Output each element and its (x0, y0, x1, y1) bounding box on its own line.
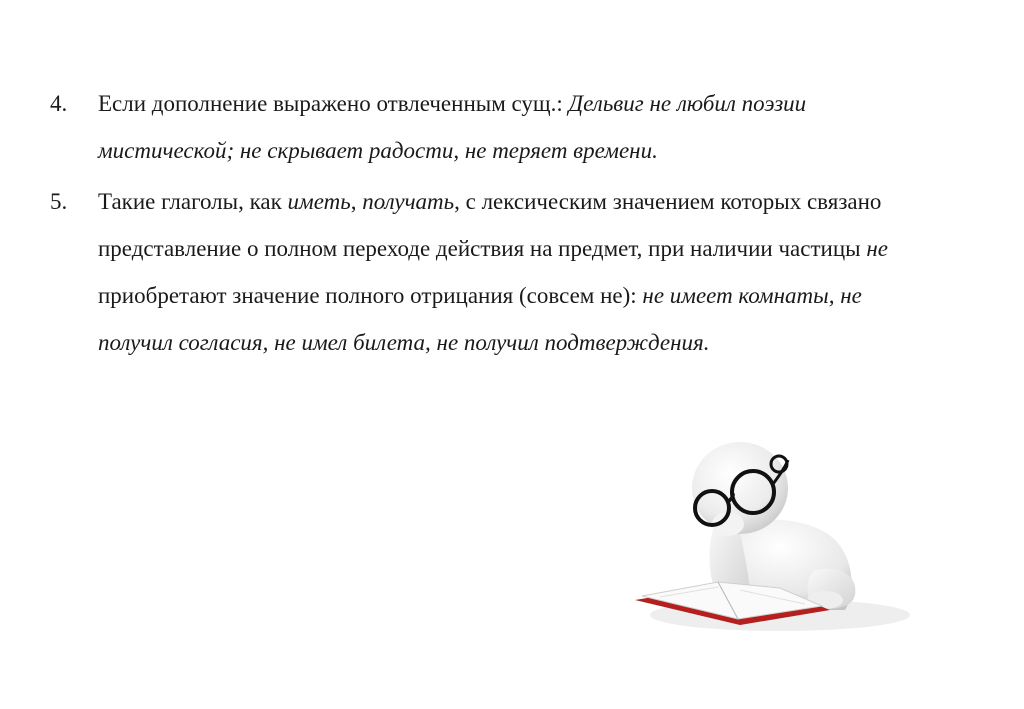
list-number: 5. (50, 189, 68, 214)
item-text-example: не имеет комнаты, не получил согласия, не имел билета, не получил подтверждения. (98, 283, 862, 355)
item-text-plain: приобретают значение полного отрицания (совсем не): (98, 283, 643, 308)
list-item-5 (50, 178, 890, 366)
item-text-example: Дельвиг не любил поэзии мистической; не скрывает радости, не теряет времени. (98, 91, 807, 163)
item-text-plain: Такие глаголы, как (98, 189, 288, 214)
item-text-plain: , (350, 189, 363, 214)
reading-figure-with-glasses-icon (600, 420, 920, 645)
item-text-plain: Если дополнение выражено отвлеченным сущ.: (98, 91, 569, 116)
item-text-verb: получать (362, 189, 455, 214)
list-number: 4. (50, 91, 68, 116)
item-text-plain: , с лексическим значением которых связано представление о полном переходе действия на предмет, при наличии частицы (98, 189, 882, 261)
item-text-verb: иметь (287, 189, 351, 214)
item-text-particle: не (866, 236, 888, 261)
list-item-4 (50, 80, 890, 174)
numbered-list (50, 80, 890, 370)
